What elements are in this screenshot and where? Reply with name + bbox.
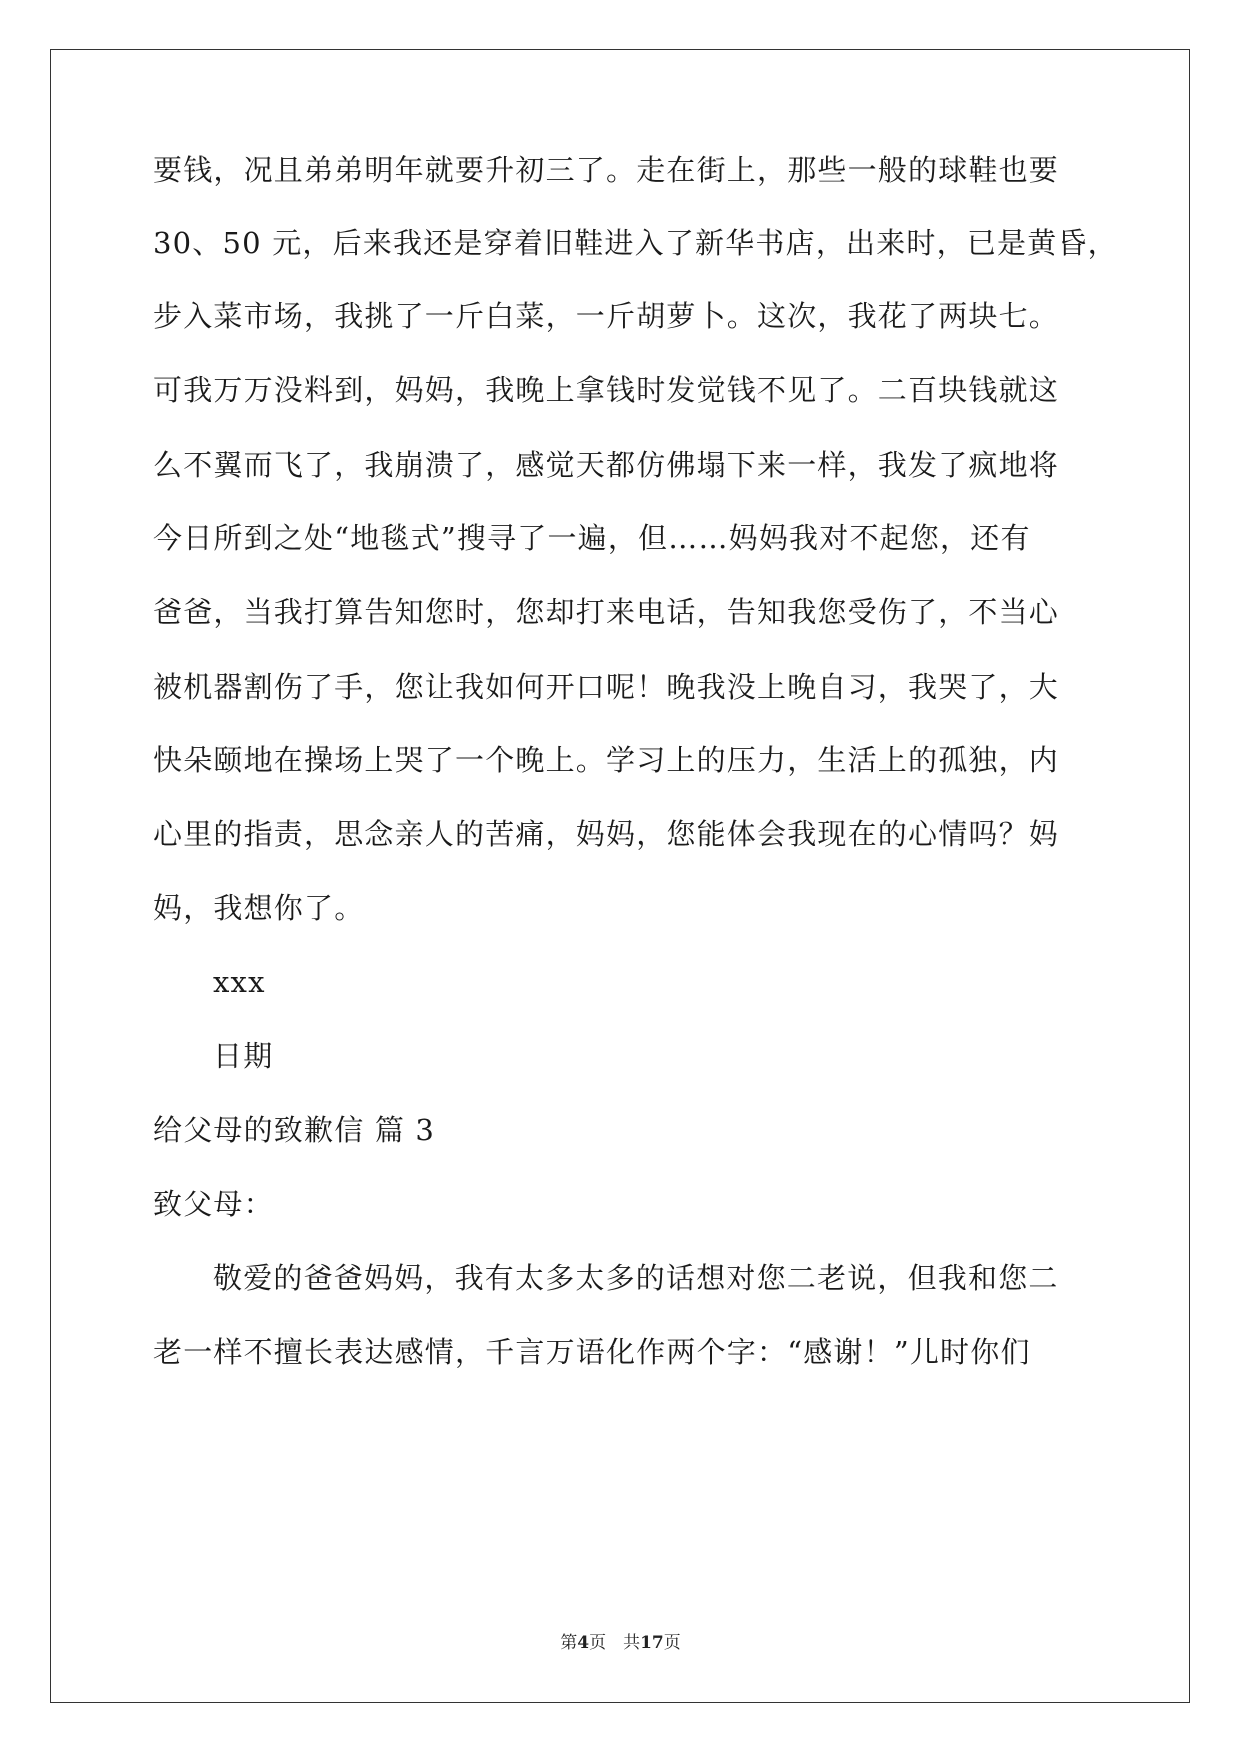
text-line-8: 被机器割伤了手，您让我如何开口呢！晚我没上晚自习，我哭了，大 [153, 670, 1060, 704]
text-line-11: 妈，我想你了。 [153, 891, 365, 925]
date-label: 日期 [213, 1039, 274, 1073]
footer-page-number: 4 [577, 1633, 590, 1653]
text-line-2: 30、50 元，后来我还是穿着旧鞋进入了新华书店，出来时，已是黄昏， [153, 226, 1118, 260]
signature: xxx [213, 965, 266, 999]
section-title: 给父母的致歉信 篇 3 [153, 1113, 436, 1147]
body-line-1: 敬爱的爸爸妈妈，我有太多太多的话想对您二老说，但我和您二 [213, 1261, 1059, 1295]
text-line-10: 心里的指责，思念亲人的苦痛，妈妈，您能体会我现在的心情吗？妈 [153, 817, 1060, 851]
text-line-7: 爸爸，当我打算告知您时，您却打来电话，告知我您受伤了，不当心 [153, 595, 1060, 629]
footer-prefix: 第 [560, 1633, 578, 1653]
text-line-5: 么不翼而飞了，我崩溃了，感觉天都仿佛塌下来一样，我发了疯地将 [153, 448, 1060, 482]
text-line-4: 可我万万没料到，妈妈，我晚上拿钱时发觉钱不见了。二百块钱就这 [153, 373, 1060, 407]
salutation: 致父母： [153, 1187, 274, 1221]
footer-total-pages: 17 [640, 1633, 664, 1653]
text-line-1: 要钱，况且弟弟明年就要升初三了。走在街上，那些一般的球鞋也要 [153, 153, 1060, 187]
text-line-9: 快朵颐地在操场上哭了一个晚上。学习上的压力，生活上的孤独，内 [153, 743, 1060, 777]
page-footer [0, 1628, 1241, 1653]
body-line-2: 老一样不擅长表达感情，千言万语化作两个字：“感谢！”儿时你们 [153, 1335, 1031, 1369]
text-line-6: 今日所到之处“地毯式”搜寻了一遍，但……妈妈我对不起您，还有 [153, 521, 1031, 555]
footer-mid: 页 共 [589, 1633, 641, 1653]
text-line-3: 步入菜市场，我挑了一斤白菜，一斤胡萝卜。这次，我花了两块七。 [153, 299, 1060, 333]
footer-suffix: 页 [663, 1633, 681, 1653]
